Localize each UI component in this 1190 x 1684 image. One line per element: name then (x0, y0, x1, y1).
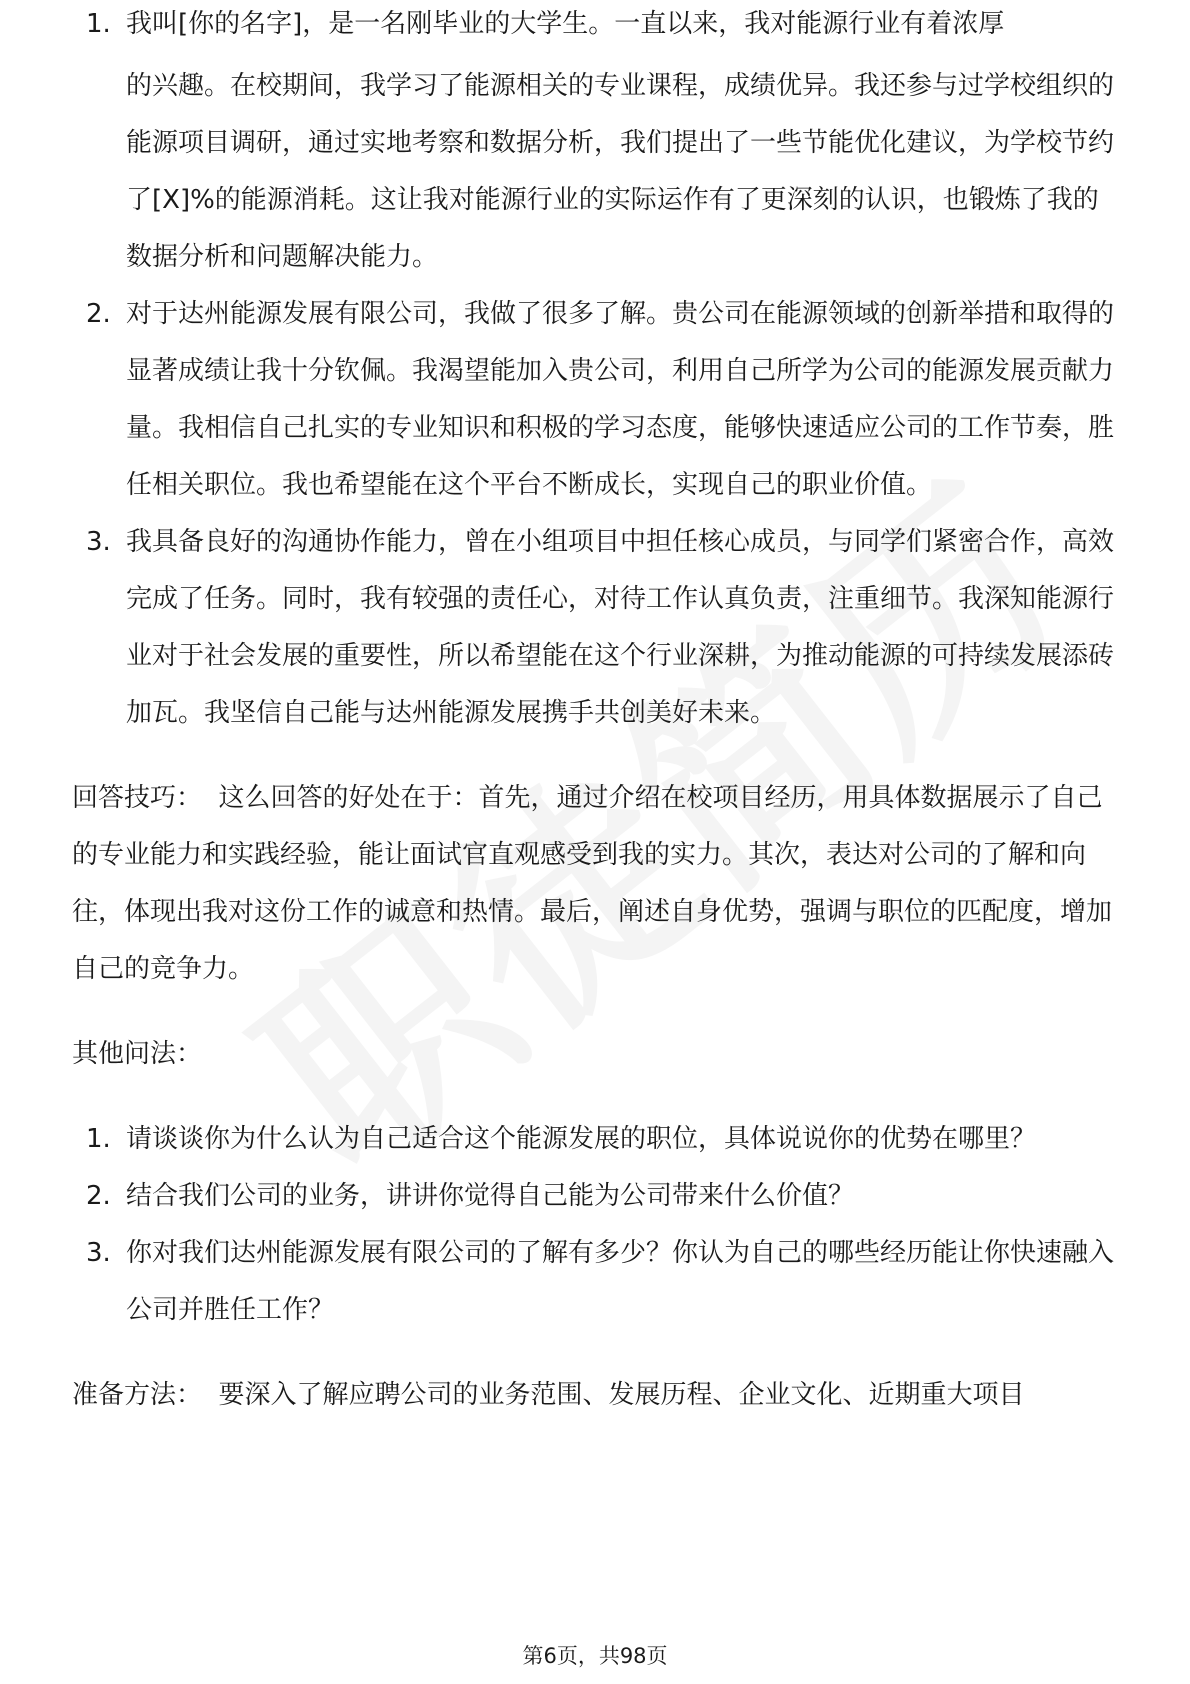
list-number: 3. (86, 527, 111, 557)
list-text: 你对我们达州能源发展有限公司的了解有多少？你认为自己的哪些经历能让你快速融入公司并胜任工作？ (126, 1238, 1115, 1325)
list-text: 对于达州能源发展有限公司，我做了很多了解。贵公司在能源领域的创新举措和取得的显著成绩让我十分钦佩。我渴望能加入贵公司，利用自己所学为公司的能源发展贡献力量。我相信自己扎实的专业知识和积极的学习态度，能够快速适应公司的工作节奏，胜任相关职位。我也希望能在这个平台不断成长，实现自己的职业价值。 (126, 299, 1115, 500)
cut-off-line (86, 9, 1122, 58)
answer-list (72, 9, 1122, 742)
list-text: 的兴趣。在校期间，我学习了能源相关的专业课程，成绩优异。我还参与过学校组织的能源项目调研，通过实地考察和数据分析，我们提出了一些节能优化建议，为学校节约了[X]%的能源消耗。这让我对能源行业的实际运作有了更深刻的认识，也锻炼了我的数据分析和问题解决能力。 (126, 71, 1115, 272)
tips-label: 回答技巧： (72, 783, 203, 813)
prep-label: 准备方法： (72, 1380, 203, 1410)
list-text: 请谈谈你为什么认为自己适合这个能源发展的职位，具体说说你的优势在哪里？ (126, 1124, 1037, 1154)
other-questions-heading: 其他问法： (72, 1039, 203, 1069)
list-number: 2. (86, 1181, 111, 1211)
other-questions-list (72, 1111, 1122, 1339)
list-item (72, 1111, 1122, 1168)
list-number: 3. (86, 1238, 111, 1268)
list-number: 1. (86, 1124, 111, 1154)
list-item (72, 514, 1122, 742)
page-number: 第6页，共98页 (522, 1644, 668, 1668)
list-text: 我具备良好的沟通协作能力，曾在小组项目中担任核心成员，与同学们紧密合作，高效完成了任务。同时，我有较强的责任心，对待工作认真负责，注重细节。我深知能源行业对于社会发展的重要性，所以希望能在这个行业深耕，为推动能源的可持续发展添砖加瓦。我坚信自己能与达州能源发展携手共创美好未来。 (126, 527, 1115, 728)
prep-paragraph (72, 1367, 1122, 1424)
list-number: 1. (86, 9, 111, 39)
tips-text: 这么回答的好处在于：首先，通过介绍在校项目经历，用具体数据展示了自己的专业能力和实践经验，能让面试官直观感受到我的实力。其次，表达对公司的了解和向往，体现出我对这份工作的诚意和热情。最后，阐述自身优势，强调与职位的匹配度，增加自己的竞争力。 (72, 783, 1113, 984)
tips-paragraph (72, 770, 1122, 998)
list-text: 结合我们公司的业务，讲讲你觉得自己能为公司带来什么价值？ (126, 1181, 855, 1211)
page-content (72, 9, 1122, 1424)
prep-text: 要深入了解应聘公司的业务范围、发展历程、企业文化、近期重大项目 (218, 1380, 1025, 1410)
list-text-partial: 我叫[你的名字]，是一名刚毕业的大学生。一直以来，我对能源行业有着浓厚 (126, 9, 1005, 39)
list-item (72, 9, 1122, 286)
list-item (72, 1168, 1122, 1225)
list-item (72, 1225, 1122, 1339)
list-number: 2. (86, 299, 111, 329)
list-item (72, 286, 1122, 514)
